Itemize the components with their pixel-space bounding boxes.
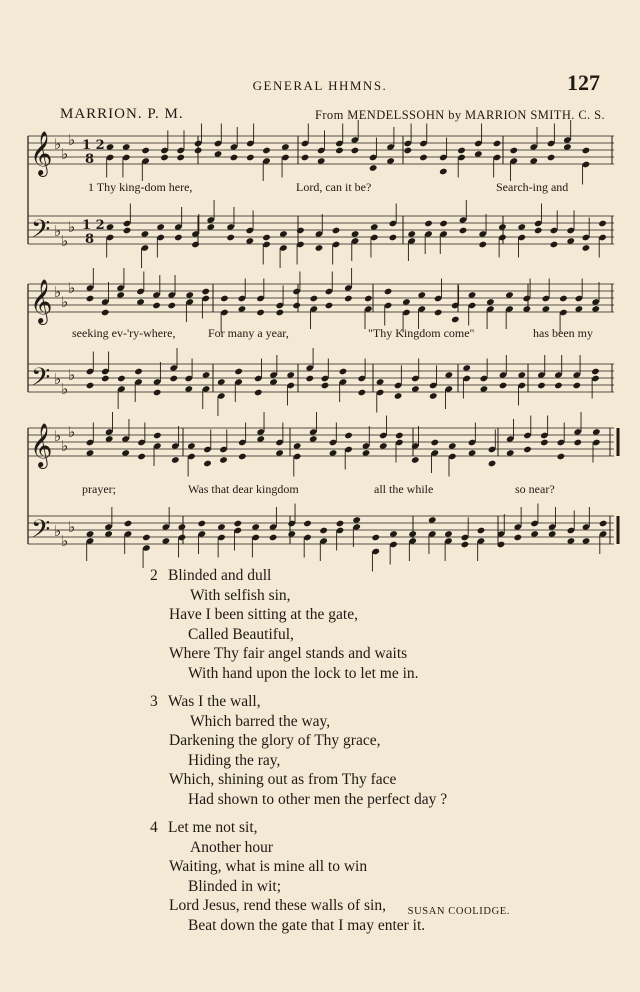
bass-clef-icon: 𝄢 — [31, 363, 51, 398]
flat-icon: ♭ — [61, 532, 69, 550]
note-head — [523, 446, 532, 454]
flat-icon: ♭ — [61, 293, 69, 311]
note-head — [332, 227, 341, 235]
note-head — [142, 534, 151, 542]
treble-clef-icon: 𝄞 — [30, 423, 53, 467]
author-credit: SUSAN COOLIDGE. — [407, 906, 510, 917]
flat-icon: ♭ — [54, 135, 62, 153]
note-head — [134, 368, 143, 376]
lyric-segment: seeking ev-'ry-where, — [72, 326, 176, 340]
stanza-3 — [150, 692, 590, 809]
flat-icon: ♭ — [54, 370, 62, 388]
flat-icon: ♭ — [68, 366, 76, 384]
note-head — [384, 288, 393, 296]
note-head — [364, 295, 373, 303]
note-head — [509, 147, 518, 155]
note-head — [233, 520, 242, 528]
note-head — [459, 227, 468, 235]
note-head — [319, 527, 328, 535]
note-head — [176, 154, 185, 162]
note-head — [220, 295, 229, 303]
stanza-line: Lord Jesus, rend these walls of sin, — [169, 897, 386, 914]
flat-icon: ♭ — [61, 145, 69, 163]
flat-icon: ♭ — [54, 283, 62, 301]
note-head — [254, 389, 263, 397]
note-head — [303, 520, 312, 528]
note-head — [292, 302, 301, 310]
tune-attribution: From MENDELSSOHN by MARRION SMITH. C. S. — [315, 108, 605, 122]
note-head — [339, 368, 348, 376]
note-head — [534, 227, 543, 235]
flat-icon: ♭ — [68, 218, 76, 236]
note-head — [174, 234, 183, 242]
note-head — [325, 302, 334, 310]
note-head — [246, 154, 255, 162]
note-head — [152, 302, 161, 310]
lyric-segment: prayer; — [82, 482, 116, 496]
stanza-line: Darkening the glory of Thy grace, — [169, 732, 381, 749]
time-signature-bottom: 8 — [85, 232, 95, 247]
tune-name: MARRION. P. M. — [60, 106, 184, 122]
note-head — [457, 147, 466, 155]
stanza-line: Another hour — [190, 838, 274, 856]
note-head — [591, 368, 600, 376]
note-head — [439, 220, 448, 228]
stanza-line: Hiding the ray, — [188, 751, 281, 769]
note-head — [191, 241, 200, 249]
flat-icon: ♭ — [61, 380, 69, 398]
note-head — [305, 375, 314, 383]
note-head — [557, 453, 566, 461]
note-head — [153, 432, 162, 440]
note-head — [554, 382, 563, 390]
page-number: 127 — [567, 70, 600, 95]
stanza-text: Let me not sit, — [168, 819, 258, 836]
note-head — [369, 164, 378, 172]
stanzas — [150, 566, 590, 944]
time-signature-top: 1 2 — [82, 218, 105, 233]
music-system-3 — [28, 416, 614, 556]
note-head — [160, 154, 169, 162]
lyric-segment: For many a year, — [208, 326, 289, 340]
note-head — [226, 234, 235, 242]
note-head — [419, 154, 428, 162]
note-head — [582, 244, 591, 252]
note-head — [430, 439, 439, 447]
flat-icon: ♭ — [61, 437, 69, 455]
note-head — [117, 375, 126, 383]
note-head — [335, 147, 344, 155]
note-head — [315, 244, 324, 252]
stanza-line: Which barred the way, — [190, 712, 331, 730]
stanza-line: Called Beautiful, — [188, 625, 294, 643]
flat-icon: ♭ — [68, 518, 76, 536]
flat-icon: ♭ — [68, 279, 76, 297]
flat-icon: ♭ — [68, 131, 76, 149]
stanza-line: With selfish sin, — [190, 586, 291, 604]
note-head — [598, 220, 607, 228]
note-head — [275, 309, 284, 317]
running-head: GENERAL HHMNS. — [252, 78, 388, 93]
stanza-line: Had shown to other men the perfect day ? — [188, 790, 448, 808]
stanza-text: Blinded and dull — [168, 567, 272, 584]
flat-icon: ♭ — [54, 222, 62, 240]
note-head — [395, 432, 404, 440]
note-head — [101, 375, 110, 383]
note-head — [573, 439, 582, 447]
note-head — [572, 382, 581, 390]
stanza-line — [150, 692, 590, 712]
note-head — [86, 295, 95, 303]
note-head — [256, 309, 265, 317]
stanza-number: 4 — [150, 819, 158, 836]
note-head — [488, 460, 497, 468]
time-signature-bottom: 8 — [85, 152, 95, 167]
note-head — [439, 168, 448, 176]
stanza-line: Beat down the gate that I may enter it. — [188, 916, 426, 934]
note-head — [310, 295, 319, 303]
note-head — [499, 382, 508, 390]
note-head — [478, 241, 487, 249]
stanza-line: Where Thy fair angel stands and waits — [169, 645, 408, 662]
note-head — [461, 541, 470, 549]
note-head — [394, 392, 403, 400]
stanza-line: Which, shining out as from Thy face — [169, 771, 397, 788]
note-head — [434, 309, 443, 317]
note-head — [123, 227, 132, 235]
music-system-1 — [28, 124, 614, 252]
note-head — [137, 453, 146, 461]
flat-icon: ♭ — [54, 427, 62, 445]
time-signature-top: 1 2 — [82, 138, 105, 153]
note-head — [197, 520, 206, 528]
stanza-text: Was I the wall, — [168, 693, 261, 710]
lyric-segment: has been my — [533, 326, 593, 340]
note-head — [101, 309, 110, 317]
note-head — [194, 147, 203, 155]
note-head — [238, 453, 247, 461]
note-head — [371, 534, 380, 542]
note-head — [321, 382, 330, 390]
note-head — [86, 382, 95, 390]
note-head — [477, 527, 486, 535]
note-head — [599, 520, 608, 528]
note-head — [124, 520, 133, 528]
stanza-line — [150, 818, 590, 838]
note-head — [234, 368, 243, 376]
note-head — [269, 534, 278, 542]
note-head — [411, 456, 420, 464]
note-head — [493, 140, 502, 148]
note-head — [357, 389, 366, 397]
tune-header — [60, 106, 605, 126]
stanza-number: 2 — [150, 567, 158, 584]
bass-clef-icon: 𝄢 — [31, 515, 51, 550]
lyric-segment: Was that dear kingdom — [188, 482, 299, 496]
lyric-segment: Search-ing and — [496, 180, 569, 194]
note-head — [547, 154, 556, 162]
note-head — [389, 234, 398, 242]
note-head — [336, 520, 345, 528]
lyric-segment: "Thy Kingdom come" — [368, 326, 475, 340]
note-head — [296, 227, 305, 235]
stanza-2 — [150, 566, 590, 683]
note-head — [424, 220, 433, 228]
note-head — [230, 154, 239, 162]
note-head — [262, 234, 271, 242]
stanza-line: Have I been sitting at the gate, — [169, 606, 358, 623]
note-head — [403, 147, 412, 155]
page-header — [0, 70, 640, 100]
lyric-segment: Lord, can it be? — [296, 180, 372, 194]
note-head — [167, 302, 176, 310]
stanza-line — [150, 566, 590, 586]
note-head — [344, 295, 353, 303]
stanza-4 — [150, 818, 590, 935]
note-head — [559, 295, 568, 303]
note-head — [262, 147, 271, 155]
flat-icon: ♭ — [61, 232, 69, 250]
note-head — [540, 439, 549, 447]
note-head — [169, 375, 178, 383]
note-head — [344, 432, 353, 440]
note-head — [429, 392, 438, 400]
flat-icon: ♭ — [54, 522, 62, 540]
lyric-segment: all the while — [374, 482, 434, 496]
lyric-segment: 1 Thy king-dom here, — [88, 180, 193, 194]
stanza-line: Waiting, what is mine all to win — [169, 858, 368, 875]
stanza-number: 3 — [150, 693, 158, 710]
note-head — [171, 456, 180, 464]
note-head — [141, 147, 150, 155]
note-head — [451, 316, 460, 324]
note-head — [301, 154, 310, 162]
stanza-line: With hand upon the lock to let me in. — [188, 664, 419, 682]
note-head — [514, 534, 523, 542]
bass-clef-icon: 𝄢 — [31, 215, 51, 250]
treble-clef-icon: 𝄞 — [30, 279, 53, 323]
note-head — [219, 456, 228, 464]
note-head — [582, 147, 591, 155]
note-head — [203, 460, 212, 468]
note-head — [201, 288, 210, 296]
music-system-2 — [28, 272, 614, 402]
stanza-line: Blinded in wit; — [188, 877, 281, 895]
flat-icon: ♭ — [68, 423, 76, 441]
treble-clef-icon: 𝄞 — [30, 131, 53, 175]
note-head — [550, 241, 559, 249]
note-head — [153, 389, 162, 397]
note-head — [351, 147, 360, 155]
lyric-segment: so near? — [515, 482, 555, 496]
note-head — [537, 382, 546, 390]
